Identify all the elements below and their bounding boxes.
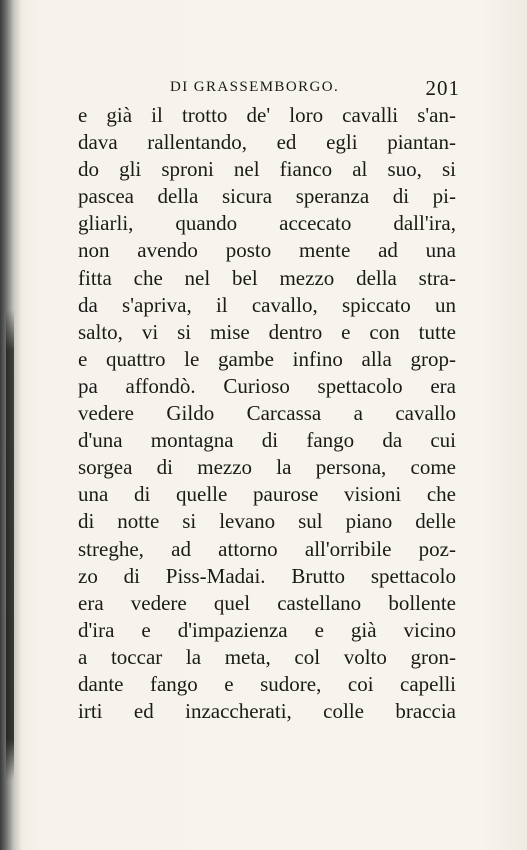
body-text [78, 102, 456, 725]
page-number: 201 [425, 76, 460, 100]
text-line: fitta che nel bel mezzo della stra- [78, 265, 456, 290]
book-gutter-shadow [6, 310, 14, 780]
text-line: da s'apriva, il cavallo, spiccato un [78, 292, 456, 317]
text-line: do gli sproni nel fianco al suo, si [78, 157, 456, 182]
text-line: gliarli, quando accecato dall'ira, [78, 211, 456, 236]
text-line: e già il trotto de' loro cavalli s'an- [78, 103, 456, 127]
text-line: zo di Piss-Madai. Brutto spettacolo [78, 563, 456, 588]
text-line: vedere Gildo Carcassa a cavallo [78, 401, 456, 426]
text-line: dante fango e sudore, coi capelli [78, 671, 456, 696]
running-head: DI GRASSEMBORGO. [170, 79, 340, 95]
page-header [170, 76, 460, 102]
text-line: a toccar la meta, col volto gron- [78, 644, 456, 669]
text-line: di notte si levano sul piano delle [78, 509, 456, 534]
text-line: d'una montagna di fango da cui [78, 428, 456, 453]
text-line: e quattro le gambe infino alla grop- [78, 346, 456, 371]
text-line: irti ed inzaccherati, colle braccia [78, 699, 456, 724]
text-line: dava rallentando, ed egli piantan- [78, 130, 456, 155]
text-line: pascea della sicura speranza di pi- [78, 184, 456, 209]
text-line: streghe, ad attorno all'orribile poz- [78, 536, 456, 561]
text-line: era vedere quel castellano bollente [78, 590, 456, 615]
text-line: non avendo posto mente ad una [78, 238, 456, 263]
text-line: sorgea di mezzo la persona, come [78, 455, 456, 480]
text-line: salto, vi si mise dentro e con tutte [78, 319, 456, 344]
text-line: una di quelle paurose visioni che [78, 482, 456, 507]
text-line: d'ira e d'impazienza e già vicino [78, 617, 456, 642]
text-line: pa affondò. Curioso spettacolo era [78, 373, 456, 398]
